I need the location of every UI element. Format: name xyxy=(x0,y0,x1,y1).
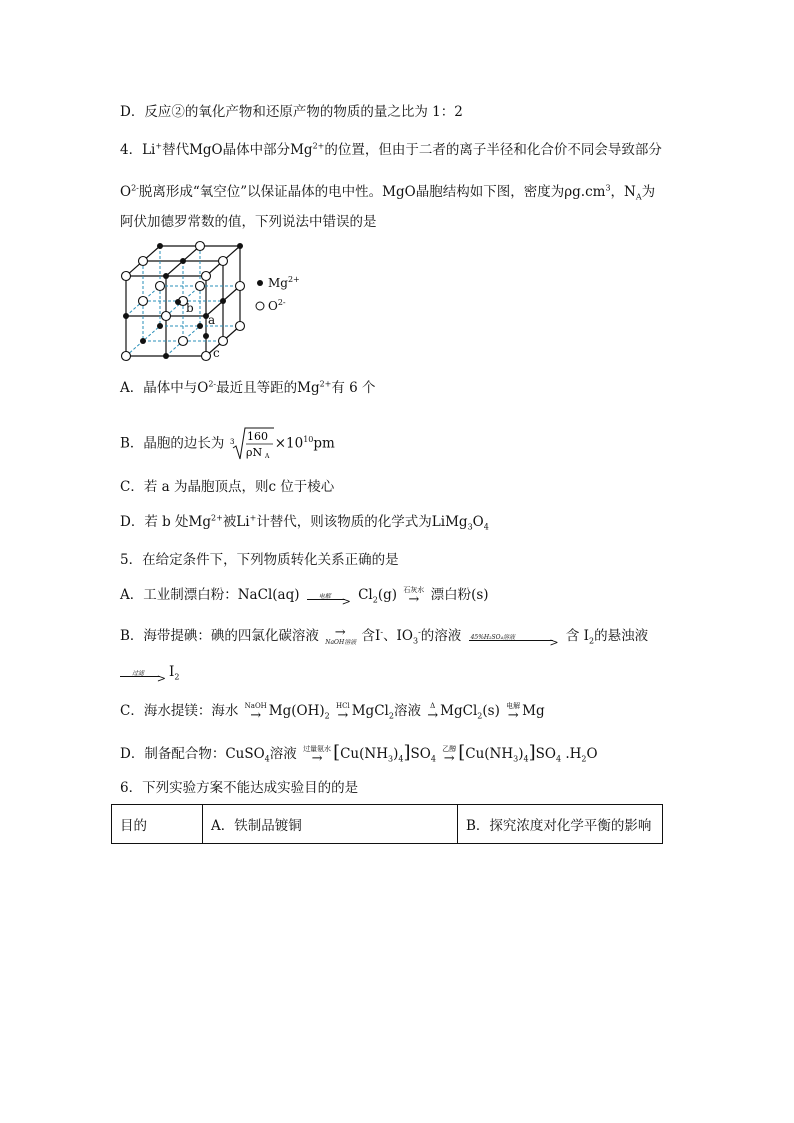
table-cell-purpose: 目的 xyxy=(112,805,203,844)
q5-title: 5．在给定条件下，下列物质转化关系正确的是 xyxy=(120,552,399,568)
legend-mg: $Mg^{2+}$ xyxy=(268,275,300,290)
label-c: c xyxy=(213,346,220,360)
q4-option-b: B．晶胞的边长为 3 160 ρN A $\times 10^{10}pm$ xyxy=(120,426,335,462)
q4-option-a: A．晶体中与$O^{2-}$最近且等距的$Mg^{2+}$有 6 个 xyxy=(120,379,376,396)
label-a: a xyxy=(208,313,216,327)
svg-text:A: A xyxy=(264,453,270,460)
q6-title: 6．下列实验方案不能达成实验目的的是 xyxy=(120,780,359,796)
q5-option-b-cont: 过滤 > $I_2$ xyxy=(120,662,179,682)
q4-option-d: D．若 b 处$Mg^{2+}$被Li+计替代，则该物质的化学式为$LiMg_3O_4$ xyxy=(120,513,489,532)
legend-o: $O^{2-}$ xyxy=(268,298,286,313)
root-numerator: 160 xyxy=(246,430,268,443)
q4-line3: 阿伏加德罗常数的值，下列说法中错误的是 xyxy=(120,214,377,230)
q5-option-a: A．工业制漂白粉：NaCl(aq) 电解 > $Cl_2(g)$ 石灰水 → 漂白粉(s) xyxy=(120,585,489,608)
table-cell-b: B．探究浓度对化学平衡的影响 xyxy=(458,805,663,844)
q4-line1: 4．Li+替代MgO晶体中部分$Mg^{2+}$的位置，但由于二者的离子半径和化合价不同会导致部分 xyxy=(120,141,662,158)
q4-line2: $O^{2-}$脱离形成“氧空位”以保证晶体的电中性。MgO晶胞结构如下图，密度为$\rho g.cm^3$，$N_A$为 xyxy=(120,183,656,202)
q4-option-c: C．若 a 为晶胞顶点，则c 位于棱心 xyxy=(120,479,335,495)
experiment-table xyxy=(111,804,663,844)
root-index: 3 xyxy=(229,438,235,446)
option-d-prev: D．反应②的氧化产物和还原产物的物质的量之比为 1：2 xyxy=(120,104,463,120)
q5-option-c: C．海水提镁：海水 NaOH → $Mg(OH)_2$ HCl → MgCl$_2$溶液 Δ → MgCl$_2$(s) 电解 → Mg xyxy=(120,701,545,723)
q5-option-b: B．海带提碘：碘的四氯化碳溶液 → NaOH溶液 含I-、$IO_3^-$的溶液 45%H₂SO₄溶液 > 含 $I_2$的悬浊液 xyxy=(120,625,649,649)
label-b: b xyxy=(186,301,194,315)
q5-option-d: D．制备配合物：CuSO$_4$溶液 过量氨水 → $[Cu(NH_3)_4]SO_4$ 乙醇 → $[Cu(NH_3)_4]SO_4$ $.H_2O$ xyxy=(120,742,598,766)
cube-root-expression xyxy=(229,426,275,462)
table-cell-a: A．铁制品镀铜 xyxy=(203,805,458,844)
root-denominator: ρN xyxy=(245,446,262,459)
table-row xyxy=(112,805,663,844)
